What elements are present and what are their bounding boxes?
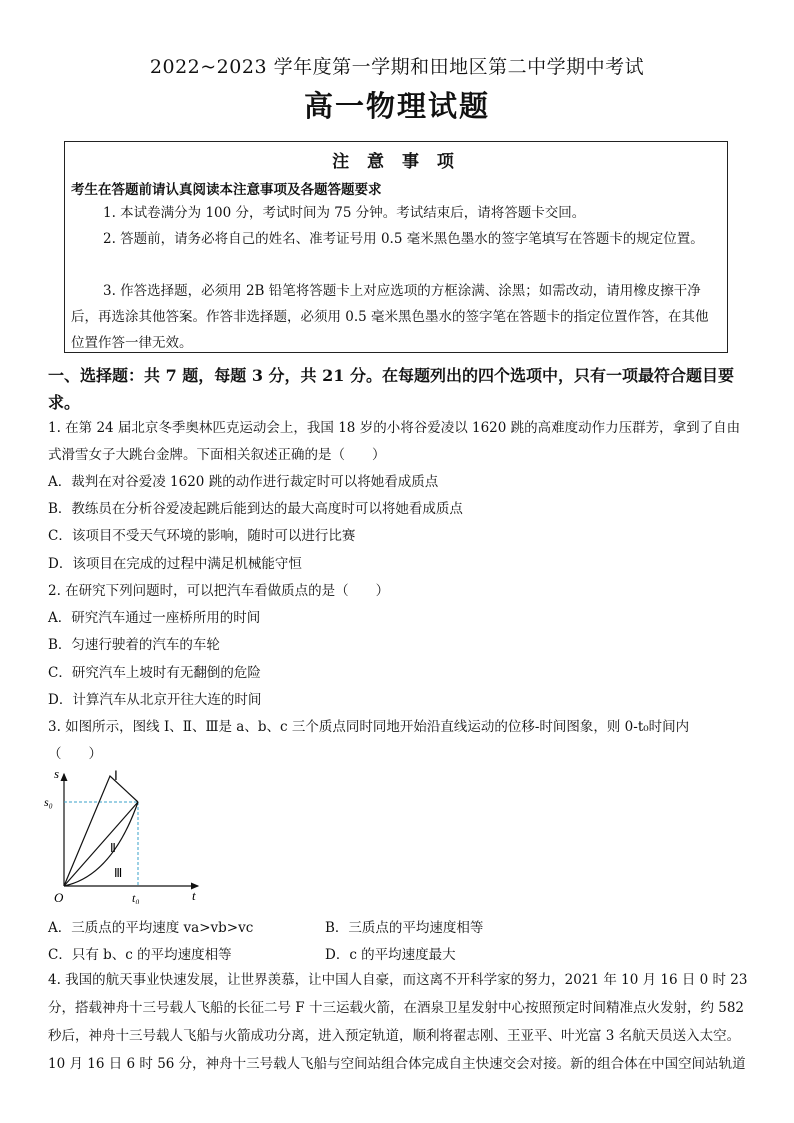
q4-line4: 10 月 16 日 6 时 56 分，神舟十三号载人飞船与空间站组合体完成自主快速交会对接。新的组合体在中国空间站轨道 bbox=[48, 1056, 746, 1072]
q1-option-a: A．裁判在对谷爱凌 1620 跳的动作进行裁定时可以将她看成质点 bbox=[48, 474, 439, 490]
notice-title: 注 意 事 项 bbox=[332, 152, 460, 172]
q2-option-c: C．研究汽车上坡时有无翻倒的危险 bbox=[48, 665, 261, 681]
q3-option-a: A．三质点的平均速度 va>vb>vc bbox=[48, 920, 254, 936]
curve-3-label: Ⅲ bbox=[114, 866, 123, 880]
q3-option-b: B．三质点的平均速度相等 bbox=[325, 920, 484, 936]
q1-option-c: C．该项目不受天气环境的影响，随时可以进行比赛 bbox=[48, 528, 356, 544]
q3-stem-line1: 3. 如图所示，图线 Ⅰ、Ⅱ、Ⅲ是 a、b、c 三个质点同时同地开始沿直线运动的位移-时间图象，则 0-t₀时间内 bbox=[48, 719, 690, 735]
y-axis-label: s bbox=[54, 766, 60, 781]
origin-label: O bbox=[54, 890, 64, 904]
q1-stem-line2: 式滑雪女子大跳台金牌。下面相关叙述正确的是（ ） bbox=[48, 447, 386, 463]
x-axis-label: t bbox=[192, 888, 196, 903]
exam-title: 2022~2023 学年度第一学期和田地区第二中学期中考试 bbox=[149, 56, 645, 78]
notice-item-3: 3. 作答选择题，必须用 2B 铅笔将答题卡上对应选项的方框涂满、涂黑；如需改动，请用橡皮擦干净后，再选涂其他答案。作答非选择题，必须用 0.5 毫米黑色墨水的签字笔在答题卡的指定位置作答，在其他位置作答一律无效。 bbox=[71, 283, 709, 351]
q2-option-a: A．研究汽车通过一座桥所用的时间 bbox=[48, 610, 261, 626]
curve-2 bbox=[64, 802, 138, 886]
q2-stem: 2. 在研究下列问题时，可以把汽车看做质点的是（ ） bbox=[48, 583, 390, 599]
notice-item-1: 1. 本试卷满分为 100 分，考试时间为 75 分钟。考试结束后，请将答题卡交回。 bbox=[103, 205, 586, 221]
q1-option-b: B．教练员在分析谷爱凌起跳后能到达的最大高度时可以将她看成质点 bbox=[48, 501, 463, 517]
q1-option-d: D．该项目在完成的过程中满足机械能守恒 bbox=[48, 556, 302, 572]
s0-tick-label: s₀ bbox=[44, 795, 53, 809]
q4-line3: 秒后，神舟十三号载人飞船与火箭成功分离，进入预定轨道，顺利将翟志刚、王亚平、叶光富 3 名航天员送入太空。 bbox=[48, 1028, 741, 1044]
curve-2-label: Ⅱ bbox=[110, 841, 116, 855]
q3-option-d: D．c 的平均速度最大 bbox=[325, 947, 456, 963]
q4-line1: 4. 我国的航天事业快速发展，让世界羡慕，让中国人自豪，而这离不开科学家的努力，2021 年 10 月 16 日 0 时 23 bbox=[48, 972, 748, 988]
q2-option-d: D．计算汽车从北京开往大连的时间 bbox=[48, 692, 262, 708]
q3-option-c: C．只有 b、c 的平均速度相等 bbox=[48, 947, 232, 963]
section-1-heading: 一、选择题：共 7 题，每题 3 分，共 21 分。在每题列出的四个选项中，只有一项最符合题目要求。 bbox=[48, 366, 734, 412]
subject-title: 高一物理试题 bbox=[303, 89, 490, 123]
notice-subtitle: 考生在答题前请认真阅读本注意事项及各题答题要求 bbox=[71, 182, 382, 198]
curve-1 bbox=[64, 776, 138, 886]
notice-item-2: 2. 答题前，请务必将自己的姓名、准考证号用 0.5 毫米黑色墨水的签字笔填写在答题卡的规定位置。 bbox=[103, 231, 704, 247]
q4-line2: 分，搭载神舟十三号载人飞船的长征二号 F 十三运载火箭，在酒泉卫星发射中心按照预定时间精准点火发射，约 582 bbox=[48, 1000, 745, 1016]
notice-box bbox=[64, 141, 728, 353]
q3-displacement-time-graph bbox=[42, 764, 212, 904]
q2-option-b: B．匀速行驶着的汽车的车轮 bbox=[48, 637, 220, 653]
q1-stem-line1: 1. 在第 24 届北京冬季奥林匹克运动会上，我国 18 岁的小将谷爱凌以 1620 跳的高难度动作力压群芳，拿到了自由 bbox=[48, 420, 741, 436]
q3-stem-line2: （ ） bbox=[48, 746, 102, 762]
t0-tick-label: t₀ bbox=[132, 891, 140, 904]
curve-1-label: Ⅰ bbox=[114, 768, 118, 783]
